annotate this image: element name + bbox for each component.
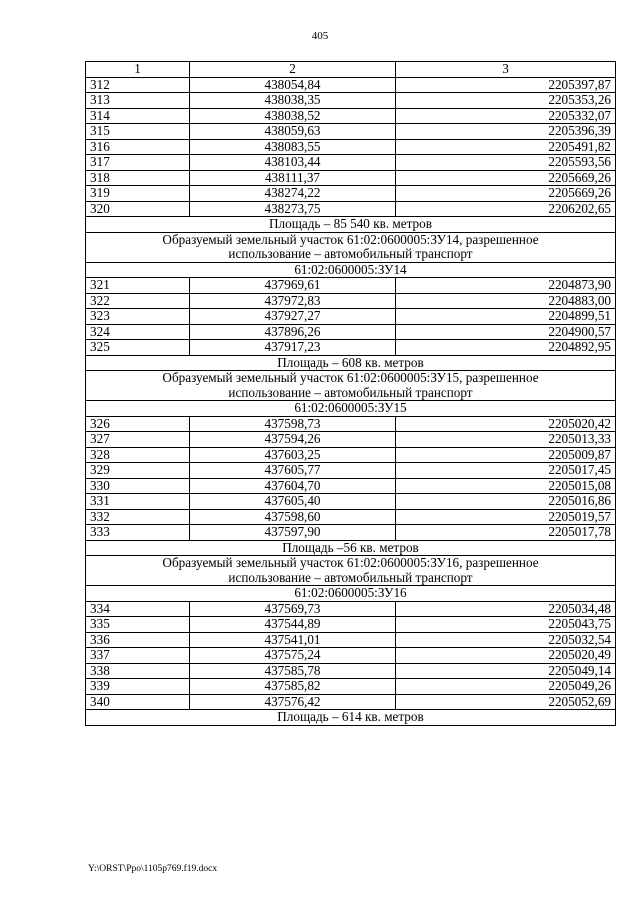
y-coordinate-cell: 2205020,49 — [396, 648, 616, 664]
y-coordinate-cell: 2205353,26 — [396, 93, 616, 109]
point-number-cell: 332 — [86, 509, 190, 525]
y-coordinate-cell: 2204892,95 — [396, 340, 616, 356]
point-number-cell: 317 — [86, 155, 190, 171]
point-number-cell: 331 — [86, 494, 190, 510]
section-text-line: Образуемый земельный участок 61:02:0600005:ЗУ16, разрешенное — [162, 555, 539, 570]
x-coordinate-cell: 438038,52 — [190, 108, 396, 124]
section-text-line: использование – автомобильный транспорт — [228, 569, 473, 585]
x-coordinate-cell: 437576,42 — [190, 694, 396, 710]
point-number-cell: 329 — [86, 463, 190, 479]
point-number-cell: 319 — [86, 186, 190, 202]
x-coordinate-cell: 438059,63 — [190, 124, 396, 140]
y-coordinate-cell: 2204899,51 — [396, 309, 616, 325]
x-coordinate-cell: 437604,70 — [190, 478, 396, 494]
point-number-cell: 327 — [86, 432, 190, 448]
section-text-line: Площадь –56 кв. метров — [282, 540, 419, 555]
y-coordinate-cell: 2205017,45 — [396, 463, 616, 479]
y-coordinate-cell: 2205669,26 — [396, 170, 616, 186]
y-coordinate-cell: 2205049,14 — [396, 663, 616, 679]
section-text-line: 61:02:0600005:ЗУ16 — [294, 585, 407, 600]
x-coordinate-cell: 437896,26 — [190, 324, 396, 340]
table-row — [86, 679, 616, 695]
point-number-cell: 325 — [86, 340, 190, 356]
column-header-3: 3 — [396, 62, 616, 78]
table-row — [86, 447, 616, 463]
point-number-cell: 340 — [86, 694, 190, 710]
table-row — [86, 186, 616, 202]
x-coordinate-cell: 437541,01 — [190, 632, 396, 648]
y-coordinate-cell: 2204883,00 — [396, 293, 616, 309]
y-coordinate-cell: 2204900,57 — [396, 324, 616, 340]
table-row — [86, 509, 616, 525]
section-text-cell — [86, 232, 616, 262]
y-coordinate-cell: 2205020,42 — [396, 416, 616, 432]
x-coordinate-cell: 438103,44 — [190, 155, 396, 171]
y-coordinate-cell: 2205669,26 — [396, 186, 616, 202]
table-row — [86, 139, 616, 155]
section-text-line: Площадь – 614 кв. метров — [277, 709, 424, 724]
y-coordinate-cell: 2205032,54 — [396, 632, 616, 648]
section-text-line: 61:02:0600005:ЗУ14 — [294, 262, 407, 277]
section-text-cell — [86, 355, 616, 371]
x-coordinate-cell: 438054,84 — [190, 77, 396, 93]
point-number-cell: 338 — [86, 663, 190, 679]
table-row — [86, 432, 616, 448]
table-row — [86, 93, 616, 109]
point-number-cell: 330 — [86, 478, 190, 494]
x-coordinate-cell: 437585,82 — [190, 679, 396, 695]
table-row — [86, 463, 616, 479]
table-row — [86, 478, 616, 494]
point-number-cell: 335 — [86, 617, 190, 633]
point-number-cell: 318 — [86, 170, 190, 186]
table-row — [86, 170, 616, 186]
y-coordinate-cell: 2205016,86 — [396, 494, 616, 510]
x-coordinate-cell: 438111,37 — [190, 170, 396, 186]
point-number-cell: 315 — [86, 124, 190, 140]
y-coordinate-cell: 2205049,26 — [396, 679, 616, 695]
table-row — [86, 340, 616, 356]
table-row — [86, 494, 616, 510]
section-text-line: Образуемый земельный участок 61:02:0600005:ЗУ14, разрешенное — [162, 232, 539, 247]
table-row — [86, 663, 616, 679]
y-coordinate-cell: 2205593,56 — [396, 155, 616, 171]
table-row — [86, 155, 616, 171]
column-header-1: 1 — [86, 62, 190, 78]
section-row — [86, 710, 616, 726]
y-coordinate-cell: 2205015,08 — [396, 478, 616, 494]
x-coordinate-cell: 437598,60 — [190, 509, 396, 525]
section-text-line: использование – автомобильный транспорт — [228, 384, 473, 400]
x-coordinate-cell: 438274,22 — [190, 186, 396, 202]
x-coordinate-cell: 437969,61 — [190, 278, 396, 294]
point-number-cell: 314 — [86, 108, 190, 124]
table-row — [86, 108, 616, 124]
table-header-row — [86, 62, 616, 78]
section-row — [86, 232, 616, 262]
point-number-cell: 324 — [86, 324, 190, 340]
point-number-cell: 312 — [86, 77, 190, 93]
y-coordinate-cell: 2205009,87 — [396, 447, 616, 463]
y-coordinate-cell: 2205332,07 — [396, 108, 616, 124]
y-coordinate-cell: 2205396,39 — [396, 124, 616, 140]
x-coordinate-cell: 438083,55 — [190, 139, 396, 155]
section-text-cell — [86, 556, 616, 586]
x-coordinate-cell: 437605,77 — [190, 463, 396, 479]
point-number-cell: 321 — [86, 278, 190, 294]
section-row — [86, 540, 616, 556]
table-row — [86, 77, 616, 93]
x-coordinate-cell: 437972,83 — [190, 293, 396, 309]
section-row — [86, 217, 616, 233]
table-row — [86, 601, 616, 617]
point-number-cell: 333 — [86, 525, 190, 541]
y-coordinate-cell: 2205052,69 — [396, 694, 616, 710]
point-number-cell: 322 — [86, 293, 190, 309]
section-text-line: Площадь – 85 540 кв. метров — [269, 216, 432, 231]
table-row — [86, 617, 616, 633]
x-coordinate-cell: 437594,26 — [190, 432, 396, 448]
coordinates-table-body — [86, 62, 616, 726]
y-coordinate-cell: 2205034,48 — [396, 601, 616, 617]
point-number-cell: 316 — [86, 139, 190, 155]
section-text-cell — [86, 540, 616, 556]
table-row — [86, 632, 616, 648]
file-path-footer: Y:\ORST\Ppo\1105p769.f19.docx — [88, 864, 218, 874]
x-coordinate-cell: 437598,73 — [190, 416, 396, 432]
y-coordinate-cell: 2205491,82 — [396, 139, 616, 155]
section-text-cell — [86, 217, 616, 233]
point-number-cell: 326 — [86, 416, 190, 432]
section-text-cell — [86, 710, 616, 726]
y-coordinate-cell: 2205019,57 — [396, 509, 616, 525]
table-row — [86, 278, 616, 294]
point-number-cell: 339 — [86, 679, 190, 695]
y-coordinate-cell: 2205397,87 — [396, 77, 616, 93]
section-row — [86, 262, 616, 278]
x-coordinate-cell: 437575,24 — [190, 648, 396, 664]
table-row — [86, 648, 616, 664]
section-row — [86, 586, 616, 602]
section-text-line: 61:02:0600005:ЗУ15 — [294, 400, 407, 415]
x-coordinate-cell: 437585,78 — [190, 663, 396, 679]
section-row — [86, 355, 616, 371]
y-coordinate-cell: 2205043,75 — [396, 617, 616, 633]
coordinates-table — [85, 61, 616, 726]
table-row — [86, 694, 616, 710]
x-coordinate-cell: 437569,73 — [190, 601, 396, 617]
x-coordinate-cell: 437603,25 — [190, 447, 396, 463]
section-text-cell — [86, 401, 616, 417]
point-number-cell: 320 — [86, 201, 190, 217]
section-row — [86, 556, 616, 586]
table-row — [86, 309, 616, 325]
y-coordinate-cell: 2205013,33 — [396, 432, 616, 448]
page-number: 405 — [311, 30, 329, 42]
section-text-line: Образуемый земельный участок 61:02:0600005:ЗУ15, разрешенное — [162, 370, 539, 385]
section-text-line: использование – автомобильный транспорт — [228, 246, 473, 261]
table-row — [86, 324, 616, 340]
y-coordinate-cell: 2205017,78 — [396, 525, 616, 541]
section-text-line: Площадь – 608 кв. метров — [277, 355, 424, 370]
point-number-cell: 337 — [86, 648, 190, 664]
section-text-cell — [86, 371, 616, 401]
x-coordinate-cell: 437927,27 — [190, 309, 396, 325]
section-text-cell — [86, 262, 616, 278]
x-coordinate-cell: 438273,75 — [190, 201, 396, 217]
x-coordinate-cell: 437917,23 — [190, 340, 396, 356]
section-row — [86, 371, 616, 401]
point-number-cell: 334 — [86, 601, 190, 617]
y-coordinate-cell: 2204873,90 — [396, 278, 616, 294]
x-coordinate-cell: 437544,89 — [190, 617, 396, 633]
point-number-cell: 336 — [86, 632, 190, 648]
y-coordinate-cell: 2206202,65 — [396, 201, 616, 217]
table-row — [86, 525, 616, 541]
table-row — [86, 124, 616, 140]
x-coordinate-cell: 437605,40 — [190, 494, 396, 510]
x-coordinate-cell: 438038,35 — [190, 93, 396, 109]
column-header-2: 2 — [190, 62, 396, 78]
table-row — [86, 293, 616, 309]
table-row — [86, 201, 616, 217]
point-number-cell: 313 — [86, 93, 190, 109]
section-row — [86, 401, 616, 417]
table-row — [86, 416, 616, 432]
point-number-cell: 323 — [86, 309, 190, 325]
point-number-cell: 328 — [86, 447, 190, 463]
x-coordinate-cell: 437597,90 — [190, 525, 396, 541]
section-text-cell — [86, 586, 616, 602]
